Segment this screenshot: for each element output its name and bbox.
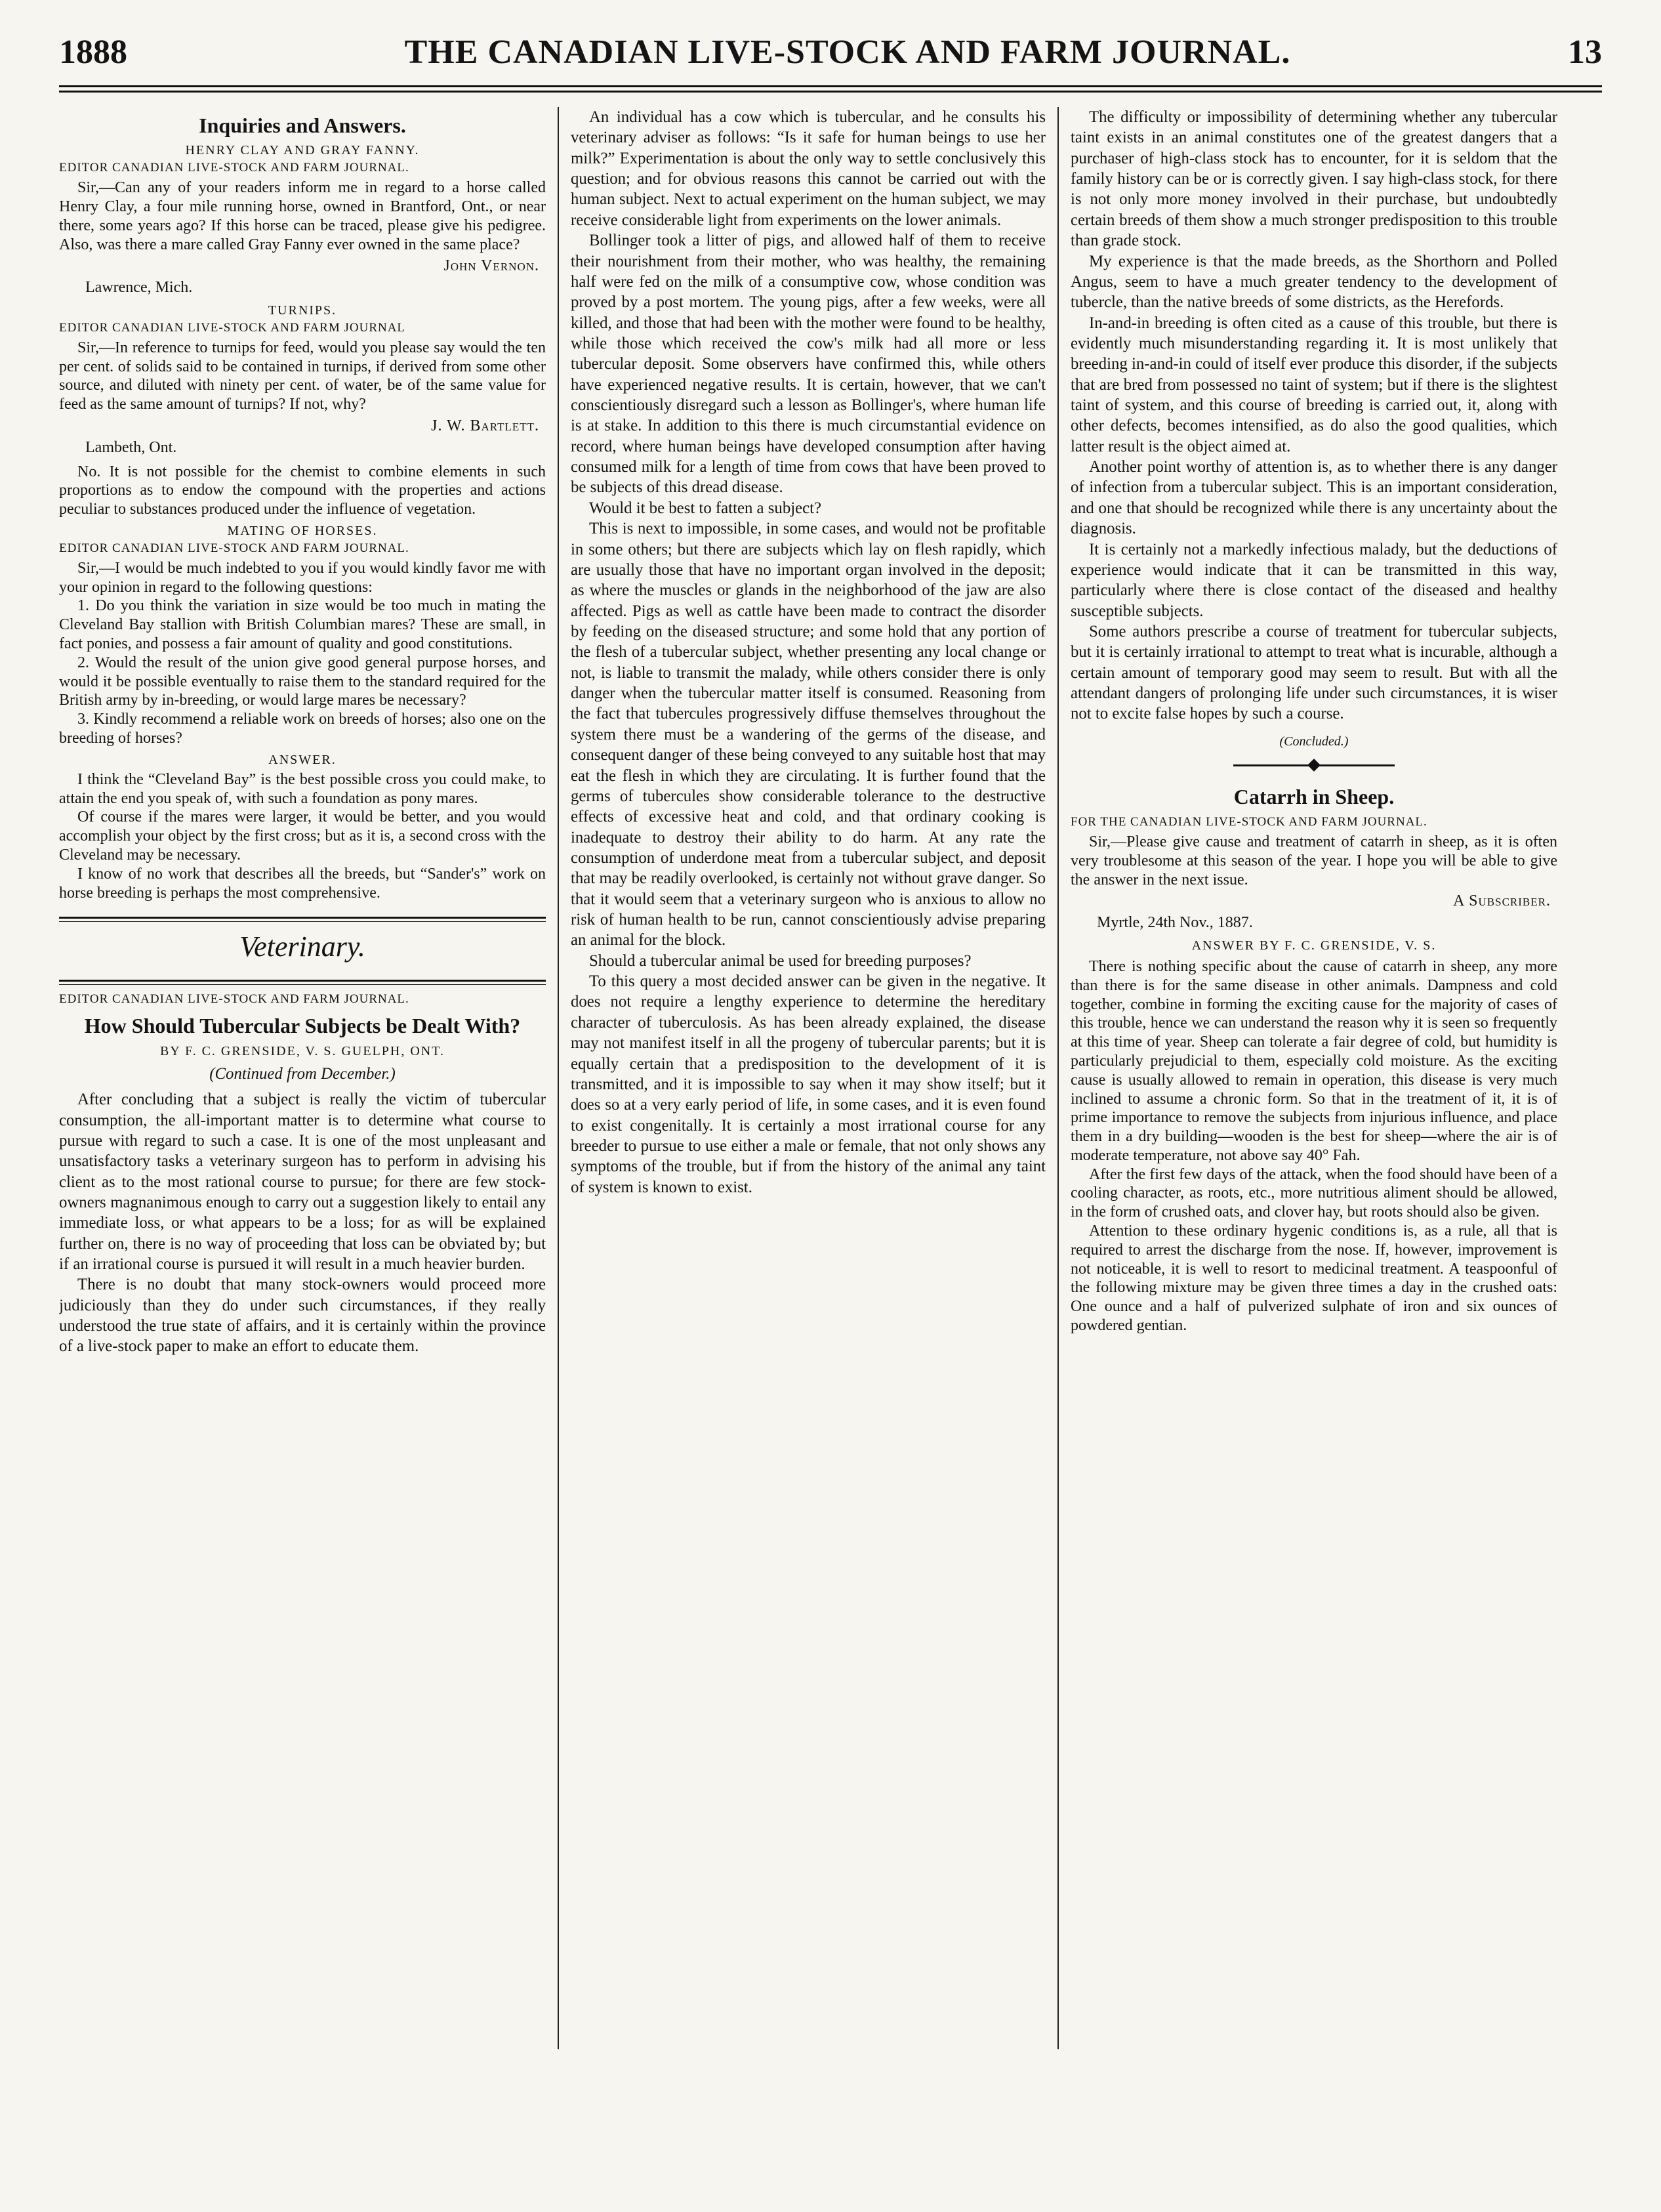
continued-note: (Continued from December.) bbox=[209, 1064, 396, 1083]
inquiry-subhead: MATING OF HORSES. bbox=[227, 524, 378, 539]
place: Myrtle, 24th Nov., 1887. bbox=[1097, 914, 1253, 932]
question-item: 1. Do you think the variation in size would be too much in mating the Cleveland Bay stallion with British Columbian mares? These are small, in fact ponies, and possess a fair amount of quality and good constitutions. bbox=[59, 597, 546, 652]
editor-line: FOR THE CANADIAN LIVE-STOCK AND FARM JOURNAL. bbox=[1071, 814, 1427, 829]
inquiry-text: Sir,—In reference to turnips for feed, would you please say would the ten per cent. of solids said to be contained in turnips, if derived from some other source, and diluted with ninety per cent. of water, be of the same value for feed as the same amount of turnips? If not, why? bbox=[59, 339, 546, 413]
article-paragraph: Some authors prescribe a course of treatment for tubercular subjects, but it is certainly irrational to attempt to treat what is incurable, although a certain amount of temporary good may seem to result. But with all the attendant dangers of prolonging life under such circumstances, it is wiser not to excite false hopes by such a course. bbox=[1071, 622, 1557, 723]
article-question: Should a tubercular animal be used for breeding purposes? bbox=[589, 951, 972, 970]
answer-text: Attention to these ordinary hygenic conditions is, as a rule, all that is required to arrest the discharge from the nose. If, however, improvement is not noticeable, it is well to resort to medicinal treatment. A teaspoonful of the following mixture may be given three times a day in the crushed oats: One ounce and a half of pulverized sulphate of iron and six ounces of powdered gentian. bbox=[1071, 1222, 1557, 1335]
editor-line: EDITOR CANADIAN LIVE-STOCK AND FARM JOURNAL. bbox=[59, 992, 409, 1007]
signature: J. W. Bartlett. bbox=[431, 417, 539, 435]
article-paragraph: There is no doubt that many stock-owners would proceed more judiciously than they do under such circumstances, if they really understood the true state of affairs, and it is certainly within the province of a live-stock paper to make an effort to educate them. bbox=[59, 1276, 546, 1356]
inquiry-mating-horses bbox=[59, 523, 546, 902]
header-rule bbox=[59, 85, 1602, 93]
running-head bbox=[59, 26, 1602, 79]
article-paragraph: It is certainly not a markedly infectious malady, but the deductions of experience would indicate that it can be transmitted in this way, particularly where there is close contact of the diseased and healthy susceptible subjects. bbox=[1071, 540, 1557, 620]
columns bbox=[59, 107, 1602, 2049]
place: Lawrence, Mich. bbox=[85, 279, 193, 297]
journal-title: THE CANADIAN LIVE-STOCK AND FARM JOURNAL. bbox=[404, 33, 1291, 71]
editor-line: EDITOR CANADIAN LIVE-STOCK AND FARM JOURNAL. bbox=[59, 541, 409, 556]
section-rule bbox=[59, 917, 546, 922]
concluded-note: (Concluded.) bbox=[1279, 734, 1349, 749]
inquiry-turnips bbox=[59, 303, 546, 519]
section-rule bbox=[59, 980, 546, 985]
answer-label: ANSWER. bbox=[268, 752, 337, 767]
article-byline: BY F. C. GRENSIDE, V. S. GUELPH, ONT. bbox=[160, 1043, 445, 1058]
answer-text: I know of no work that describes all the breeds, but “Sander's” work on horse breeding is perhaps the most comprehensive. bbox=[59, 865, 546, 902]
inquiry-text: Sir,—Please give cause and treatment of catarrh in sheep, as it is often very troublesome at this season of the year. I hope you will be able to give the answer in the next issue. bbox=[1071, 833, 1557, 888]
article-paragraph: After concluding that a subject is really the victim of tubercular consumption, the all-important matter is to determine what course to pursue with regard to such a case. It is one of the most unpleasant and unsatisfactory tasks a veterinary surgeon has to perform in advising his client as to the most rational course to pursue; for there are few stock-owners magnanimous enough to carry out a suggestion likely to entail any immediate loss, or what appears to be a loss; for as will be explained further on, there is no way of proceeding that loss can be obviated by; but if an irrational course is pursued it will result in a much heavier burden. bbox=[59, 1091, 546, 1274]
question-item: 2. Would the result of the union give good general purpose horses, and would it be possible eventually to raise them to the standard required for the British army by in-breeding, or would large mares be necessary? bbox=[59, 654, 546, 709]
veterinary-section-title: Veterinary. bbox=[239, 930, 365, 963]
inquiry-subhead: HENRY CLAY AND GRAY FANNY. bbox=[185, 143, 420, 158]
inquiry-text: Sir,—Can any of your readers inform me in regard to a horse called Henry Clay, a four mile running horse, owned in Brantford, Ont., or near there, some years ago? If this horse can be traced, please give his pedigree. Also, was there a mare called Gray Fanny ever owned in the same place? bbox=[59, 179, 546, 253]
article-paragraph: In-and-in breeding is often cited as a cause of this trouble, but there is evidently much misunderstanding regarding it. It is most unlikely that breeding in-and-in could of itself ever produce this disorder, if the subjects that are bred from possessed no taint of system; but if there is the slightest taint of system, and this course of breeding is carried out, it, along with other defects, becomes intensified, as do also the good qualities, which latter result is the object aimed at. bbox=[1071, 314, 1557, 455]
answer-text: I think the “Cleveland Bay” is the best possible cross you could make, to attain the end you speak of, with such a foundation as pony mares. bbox=[59, 770, 546, 807]
editor-line: EDITOR CANADIAN LIVE-STOCK AND FARM JOURNAL. bbox=[59, 161, 409, 175]
article-paragraph: Another point worthy of attention is, as to whether there is any danger of infection from a tubercular subject. This is an important consideration, and one that should be recognized while there is any uncertainty about the diagnosis. bbox=[1071, 458, 1557, 538]
article-paragraph: The difficulty or impossibility of determining whether any tubercular taint exists in an animal constitutes one of the greatest dangers that a purchaser of high-class stock has to encounter, for it is seldom that the family history can be or is correctly given. I say high-class stock, for there is not only more money involved in their purchase, but undoubtedly certain breeds of them show a much stronger predisposition to this trouble than grade stock. bbox=[1071, 108, 1557, 250]
question-item: 3. Kindly recommend a reliable work on breeds of horses; also one on the breeding of horses? bbox=[59, 711, 546, 747]
ornament-divider bbox=[1071, 754, 1557, 774]
article-question: Would it be best to fatten a subject? bbox=[589, 499, 822, 517]
column-2 bbox=[559, 107, 1057, 2049]
answer-text: After the first few days of the attack, when the food should have been of a cooling character, as roots, etc., more nutritious aliment should be allowed, in the form of crushed oats, and clover hay, but roots should also be given. bbox=[1071, 1165, 1557, 1221]
answer-text: No. It is not possible for the chemist to combine elements in such proportions as to endow the compound with the properties and actions peculiar to substances produced under the influence of vegetation. bbox=[59, 463, 546, 518]
inquiry-text: Sir,—I would be much indebted to you if you would kindly favor me with your opinion in regard to the following questions: bbox=[59, 559, 546, 596]
place: Lambeth, Ont. bbox=[85, 438, 177, 456]
editor-line: EDITOR CANADIAN LIVE-STOCK AND FARM JOURNAL bbox=[59, 321, 406, 335]
signature: John Vernon. bbox=[443, 257, 539, 275]
answer-text: Of course if the mares were larger, it would be better, and you would accomplish your object by the first cross; but as it is, a second cross with the Cleveland may be necessary. bbox=[59, 808, 546, 864]
article-paragraph: My experience is that the made breeds, as the Shorthorn and Polled Angus, seem to have a much greater tendency to the development of tubercle, than the native breeds of some districts, as the Herefords. bbox=[1071, 252, 1557, 312]
catarrh-heading: Catarrh in Sheep. bbox=[1233, 785, 1395, 809]
column-1 bbox=[59, 107, 558, 2049]
catarrh-inquiry bbox=[1071, 833, 1557, 1335]
inquiries-heading: Inquiries and Answers. bbox=[199, 114, 406, 137]
page-number: 13 bbox=[1567, 33, 1602, 71]
column-3 bbox=[1059, 107, 1557, 2049]
article-paragraph: An individual has a cow which is tubercular, and he consults his veterinary adviser as follows: “Is it safe for human beings to use her milk?” Experimentation is about the only way to settle conclusively this question; and for obvious reasons this cannot be carried out with the human subject. Next to actual experiment on the human subject, we may receive considerable light from experiments on the lower animals. bbox=[571, 108, 1046, 229]
inquiry-subhead: TURNIPS. bbox=[268, 303, 337, 318]
article-paragraph: Bollinger took a litter of pigs, and allowed half of them to receive their nourishment from their mother, who was healthy, the remaining half were fed on the milk of a consumptive cow, whose condition was proved by a post mortem. The young pigs, after a few weeks, were all killed, and those that had been with the mother were found to be healthy, while those which received the cow's milk had all more or less tubercular deposit. Some observers have confirmed this, while others have experienced negative results. It is certain, however, that we can't conscientiously disregard such a lesson as Bollinger's, where human life is at stake. In addition to this there is much circumstantial evidence on record, where human beings have developed consumption after having consumed milk for a length of time from cows that have been proved to be subjects of this dread disease. bbox=[571, 232, 1046, 497]
signature: A Subscriber. bbox=[1453, 892, 1551, 910]
article-heading: How Should Tubercular Subjects be Dealt With? bbox=[84, 1014, 521, 1038]
answer-byline: ANSWER BY F. C. GRENSIDE, V. S. bbox=[1191, 938, 1437, 953]
inquiry-henry-clay bbox=[59, 142, 546, 297]
answer-text: There is nothing specific about the cause of catarrh in sheep, any more than there is for the same disease in other animals. Dampness and cold together, combine in forming the exciting cause for the majority of cases of this trouble, hence we can understand the reason why it is seen so frequently at this time of year. Sheep can tolerate a fair degree of cold, but humidity is particularly prejudicial to them, especially cold moisture. As the exciting cause is usually allowed to remain in operation, this disease is very much inclined to assume a chronic form. So that in the treatment of it, it is of prime importance to remove the subjects from injurious influence, and place them in a dry building—wooden is the best for sheep—where the air is of moderate temperature, not above say 40° Fah. bbox=[1071, 957, 1557, 1164]
year: 1888 bbox=[59, 33, 127, 71]
article-paragraph: This is next to impossible, in some cases, and would not be profitable in some others; but there are subjects which lay on flesh rapidly, which are usually those that have no important organ involved in the deposit; as where the muscles or glands in the neighborhood of the jaw are also affected. Pigs as well as cattle have been made to contract the disorder by feeding on the diseased structure; and some hold that any portion of the flesh of a tubercular subject, whether presenting any local change or not, is liable to transmit the malady, while others consider there is only danger when the tubercular matter itself is consumed. Reasoning from the fact that tubercules progressively diffuse themselves throughout the system there must be a wandering of the germs of the disease, and consequent danger of these being conveyed to any suitable host that may eat the flesh in which they are circulating. It is further found that the germs of tubercules show considerable tolerance to the destructive effects of excessive heat and cold, and that ordinary cooking is inadequate to destroy their ability to do harm. At any rate the consumption of underdone meat from a tubercular subject, and deposit that may be readily overlooked, is certainly not without grave danger. So that it would seem that a veterinary surgeon who is anxious to allow no risk of human health to be run, cannot conscientiously advise preparing an animal for the block. bbox=[571, 520, 1046, 949]
article-paragraph: To this query a most decided answer can be given in the negative. It does not require a lengthy experience to determine the hereditary character of tuberculosis. As has been already explained, the disease may not manifest itself in all the progeny of tubercular parents; but it is equally certain that a predisposition to the development of it is transmitted, and it is impossible to say when it may show itself; but it does so at a very early period of life, in some cases, and it is even found to exist congenitally. It is certainly a most irrational course for any breeder to pursue to use either a male or female, that not only shows any symptoms of the trouble, but if from the history of the animal any taint of system is known to exist. bbox=[571, 972, 1046, 1196]
